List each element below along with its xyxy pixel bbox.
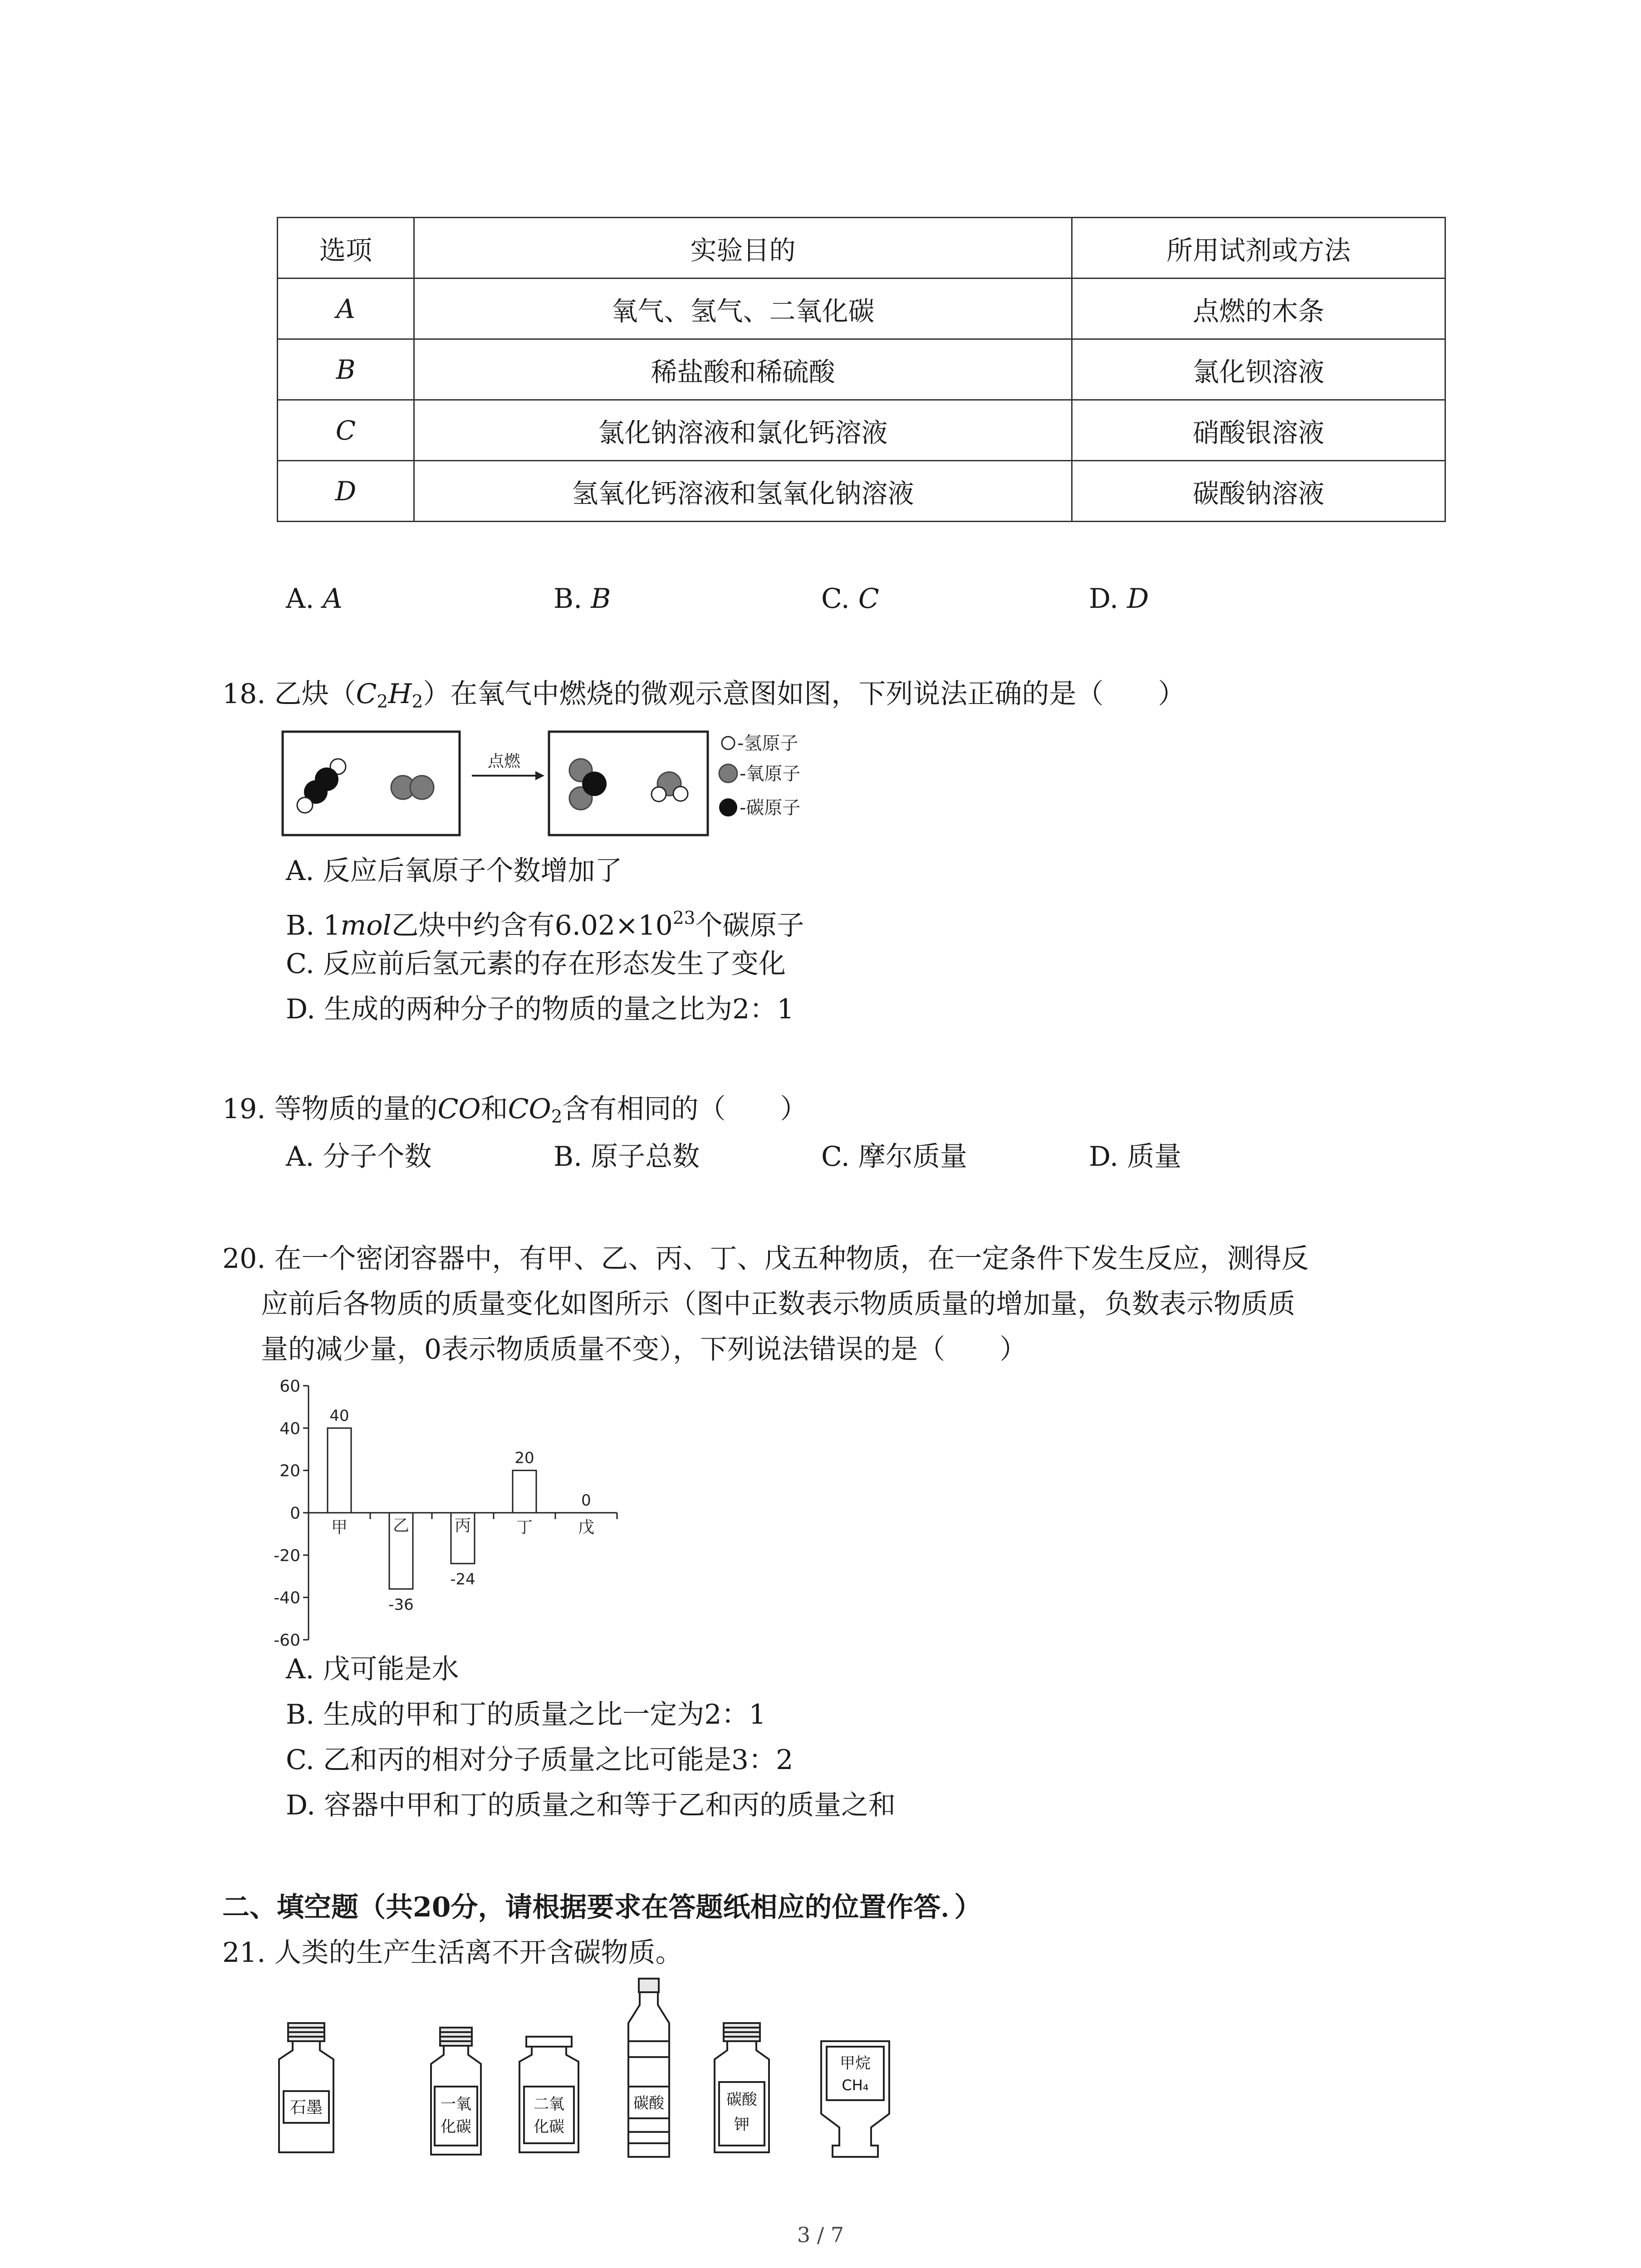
q21-stem (222, 1935, 683, 1971)
stem-text: 含有相同的（ ） (562, 1093, 808, 1125)
q19-choice-b[interactable]: B. 原子总数 (554, 1141, 700, 1173)
potassium-carbonate-bottle-icon (715, 2023, 769, 2152)
table-cell: 氯化钠溶液和氯化钙溶液 (414, 400, 1072, 461)
page-number: 3 / 7 (797, 2223, 844, 2247)
y-tick-label: -40 (274, 1589, 300, 1608)
exponent: 23 (672, 908, 696, 929)
bottle-label: 石墨 (289, 2098, 323, 2117)
q20-stem-line2: 应前后各物质的质量变化如图所示（图中正数表示物质质量的增加量，负数表示物质质 (261, 1288, 1295, 1320)
stem-text: 人类的生产生活离不开含碳物质。 (274, 1937, 683, 1969)
data-label: 20 (514, 1449, 534, 1467)
bottle-label: 二氧 (534, 2095, 564, 2113)
oxygen-legend-icon (719, 764, 737, 782)
q18-option-a[interactable]: A. 反应后氧原子个数增加了 (286, 855, 622, 887)
table-row (278, 279, 1445, 339)
products-box (549, 732, 708, 835)
choice-value: B (591, 583, 611, 615)
q19-choice-d[interactable]: D. 质量 (1089, 1141, 1182, 1173)
table-cell: 点燃的木条 (1072, 279, 1445, 339)
stem-text: 和 (480, 1093, 508, 1125)
data-label: 0 (581, 1491, 591, 1510)
question-number: 21. (222, 1937, 266, 1969)
options-table (277, 217, 1446, 522)
hydrogen-legend-icon (722, 737, 735, 749)
table-cell: C (278, 400, 414, 461)
formula-element: C (356, 678, 377, 710)
q20-stem-line1 (222, 1241, 1309, 1277)
option-text: 乙炔中约含有6.02×10 (391, 909, 673, 942)
bottle-label: 碳酸 (633, 2094, 664, 2112)
table-header-cell: 实验目的 (414, 218, 1072, 279)
q17-choice-d[interactable] (1089, 581, 1149, 617)
graphite-bottle-icon (279, 2023, 333, 2152)
q17-choice-c[interactable] (821, 581, 879, 617)
legend-oxygen: -氧原子 (740, 763, 801, 784)
question-number: 18. (222, 678, 266, 710)
bottle-label: 碳酸 (726, 2091, 757, 2109)
bar (513, 1471, 536, 1513)
arrow-head (535, 771, 544, 780)
carbonic-acid-bottle-icon (628, 1979, 669, 2157)
y-tick-label: 20 (279, 1461, 300, 1481)
category-label: 戊 (578, 1518, 595, 1537)
q20-option-c[interactable]: C. 乙和丙的相对分子质量之比可能是3：2 (286, 1744, 794, 1776)
table-header-cell: 选项 (278, 218, 414, 279)
table-cell: A (278, 279, 414, 339)
jar-label: 甲烷 (840, 2054, 871, 2072)
table-row (278, 461, 1445, 522)
stem-text: 在一个密闭容器中，有甲、乙、丙、丁、戊五种物质，在一定条件下发生反应，测得反 (274, 1243, 1309, 1275)
q17-choice-a[interactable] (286, 581, 343, 617)
unit-text: mol (340, 909, 392, 942)
formula-subscript: 2 (377, 691, 388, 712)
formula-subscript: 2 (411, 691, 423, 712)
chart-axes (274, 1377, 617, 1649)
formula-subscript: 2 (551, 1106, 563, 1127)
table-cell: 氢氧化钙溶液和氢氧化钠溶液 (414, 461, 1072, 522)
chart-marks (328, 1407, 594, 1614)
table-row (278, 400, 1445, 461)
atom-legend (719, 733, 800, 818)
question-number: 19. (222, 1093, 266, 1125)
carbon-substances-illustration (272, 1978, 1043, 2168)
bar (328, 1428, 351, 1513)
option-text: 个碳原子 (695, 909, 804, 942)
formula: CO (437, 1093, 481, 1125)
q19-choice-c[interactable]: C. 摩尔质量 (821, 1141, 967, 1173)
choice-value: D (1127, 583, 1149, 615)
q18-stem (222, 676, 1185, 720)
table-cell: B (278, 339, 414, 400)
table-header-row (278, 218, 1445, 279)
mass-change-chart (263, 1377, 635, 1649)
q18-option-b[interactable] (286, 900, 804, 943)
y-tick-label: -60 (274, 1631, 300, 1649)
choice-prefix: B. (554, 583, 583, 615)
table-cell: D (278, 461, 414, 522)
q20-stem-line3: 量的减少量，0表示物质质量不变），下列说法错误的是（ ） (261, 1334, 1027, 1365)
choice-prefix: D. (1089, 583, 1119, 615)
bottle-label: 化碳 (441, 2118, 471, 2136)
formula-element: H (388, 678, 412, 710)
data-label: 40 (329, 1407, 349, 1425)
y-tick-label: 60 (279, 1377, 300, 1396)
table-row (278, 339, 1445, 400)
y-tick-label: 0 (290, 1504, 300, 1523)
choice-prefix: A. (286, 583, 314, 615)
table-header-cell: 所用试剂或方法 (1072, 218, 1445, 279)
formula: CO (508, 1093, 551, 1125)
methane-jar-icon (821, 2041, 889, 2157)
q17-choice-b[interactable] (554, 581, 611, 617)
q20-option-b[interactable]: B. 生成的甲和丁的质量之比一定为2：1 (286, 1699, 766, 1730)
arrow-label: 点燃 (488, 752, 521, 771)
q19-choice-a[interactable]: A. 分子个数 (286, 1141, 432, 1173)
bottle-label: 化碳 (534, 2118, 564, 2136)
category-label: 丙 (454, 1516, 471, 1535)
jar-label: CH₄ (842, 2077, 869, 2094)
bottle-label: 一氧 (441, 2095, 471, 2113)
table-cell: 氧气、氢气、二氧化碳 (414, 279, 1072, 339)
y-tick-label: -20 (274, 1546, 300, 1565)
table-cell: 硝酸银溶液 (1072, 400, 1445, 461)
q18-option-d[interactable]: D. 生成的两种分子的物质的量之比为2：1 (286, 993, 794, 1025)
stem-text: 乙炔（ (274, 678, 356, 710)
stem-text: 等物质的量的 (274, 1093, 438, 1125)
carbon-legend-icon (719, 798, 737, 816)
category-label: 甲 (331, 1518, 348, 1537)
question-number: 20. (222, 1243, 266, 1275)
choice-value: C (858, 583, 879, 615)
q20-option-a[interactable]: A. 戊可能是水 (286, 1653, 459, 1685)
data-label: -24 (450, 1570, 475, 1589)
q20-option-d[interactable]: D. 容器中甲和丁的质量之和等于乙和丙的质量之和 (286, 1789, 896, 1821)
category-label: 乙 (392, 1516, 410, 1535)
q18-option-c[interactable]: C. 反应前后氢元素的存在形态发生了变化 (286, 948, 786, 980)
choice-prefix: C. (821, 583, 850, 615)
legend-hydrogen: -氢原子 (737, 733, 798, 754)
stem-text: ）在氧气中燃烧的微观示意图如图，下列说法正确的是（ ） (423, 678, 1185, 710)
table-cell: 碳酸钠溶液 (1072, 461, 1445, 522)
section-heading: 二、填空题（共20分，请根据要求在答题纸相应的位置作答．） (222, 1892, 982, 1923)
legend-carbon: -碳原子 (740, 797, 801, 818)
option-text: B. 1 (286, 909, 341, 942)
choice-value: A (323, 583, 343, 615)
category-label: 丁 (516, 1518, 533, 1537)
data-label: -36 (388, 1596, 414, 1614)
combustion-diagram (281, 730, 853, 839)
table-cell: 氯化钡溶液 (1072, 339, 1445, 400)
q19-stem (222, 1091, 808, 1135)
bottle-label: 钾 (734, 2116, 749, 2134)
y-tick-label: 40 (279, 1419, 300, 1438)
carbon-monoxide-bottle-icon (431, 2028, 481, 2155)
carbon-dioxide-bottle-icon (519, 2037, 578, 2152)
table-cell: 稀盐酸和稀硫酸 (414, 339, 1072, 400)
